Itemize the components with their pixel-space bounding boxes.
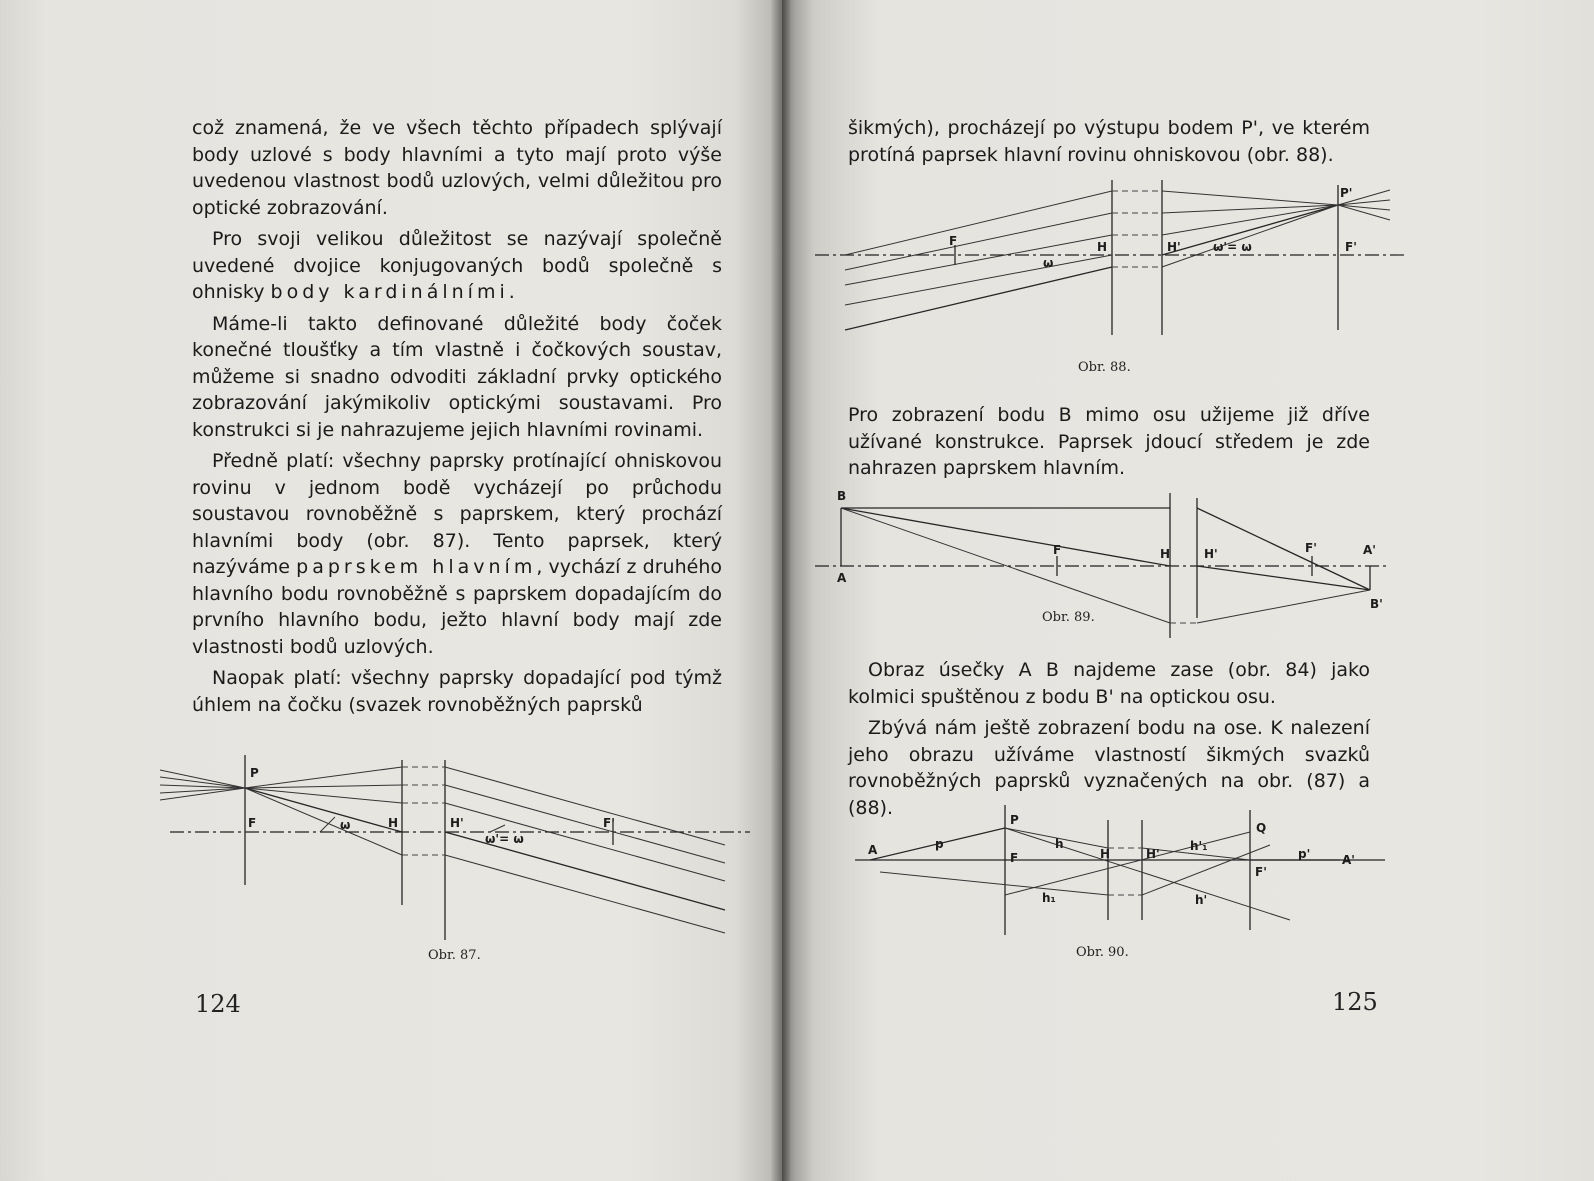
label-p: p bbox=[935, 837, 944, 851]
paragraph: Předně platí: všechny paprsky protínající ohniskovou rovinu v jednom bodě vycházejí po průchodu soustavou rovnoběžně s paprskem, který prochází hlavními body (obr. 87). Tento paprsek, který nazýváme paprskem hlavním, vychází z druhého hlavního bodu rovnoběžně s paprskem dopadajícím do prvního hlavního bodu, ježto hlavní body mají zde vlastnosti bodů uzlových. bbox=[192, 450, 722, 658]
label-H: H bbox=[1100, 847, 1111, 861]
left-page-text bbox=[192, 115, 722, 723]
label-H-prime: H' bbox=[1167, 240, 1181, 254]
figure-90-caption: Obr. 90. bbox=[1076, 945, 1129, 960]
label-F-prime: F' bbox=[1345, 240, 1357, 254]
label-h: h bbox=[1055, 837, 1064, 851]
paragraph: Obraz úsečky A B najdeme zase (obr. 84) jako kolmici spuštěnou z bodu B' na optickou osu. bbox=[848, 659, 1370, 708]
label-B: B bbox=[837, 489, 847, 503]
right-text-top bbox=[848, 115, 1370, 173]
label-H-prime: H' bbox=[1146, 847, 1160, 861]
figure-89-caption: Obr. 89. bbox=[1042, 610, 1095, 625]
label-H-prime: H' bbox=[450, 816, 464, 830]
paragraph: Naopak platí: všechny paprsky dopadající pod týmž úhlem na čočku (svazek rovnoběžných paprsků bbox=[192, 667, 722, 716]
label-P: P bbox=[250, 766, 259, 780]
figure-89-diagram bbox=[815, 488, 1390, 648]
figure-88-diagram bbox=[815, 175, 1405, 340]
label-A: A bbox=[868, 843, 878, 857]
paragraph: Pro svoji velikou důležitost se nazývají společně uvedené dvojice konjugovaných bodů společně s ohnisky body kardinálními. bbox=[192, 228, 722, 303]
label-F: F bbox=[1010, 851, 1019, 865]
label-F: F bbox=[1053, 543, 1062, 557]
paragraph: což znamená, že ve všech těchto případech splývají body uzlové s body hlavními a tyto mají proto výše uvedenou vlastnost bodů uzlových, velmi důležitou pro optické zobrazování. bbox=[192, 117, 722, 219]
spaced-term: body kardinálními bbox=[270, 281, 509, 303]
label-A-prime: A' bbox=[1342, 853, 1355, 867]
label-h1: h₁ bbox=[1042, 891, 1056, 905]
label-h-prime: h' bbox=[1195, 893, 1208, 907]
right-text-middle bbox=[848, 402, 1370, 487]
figure-88-caption: Obr. 88. bbox=[1078, 360, 1131, 375]
figure-90-diagram bbox=[850, 800, 1390, 940]
label-B-prime: B' bbox=[1370, 597, 1383, 611]
label-H: H bbox=[1160, 547, 1171, 561]
label-H-prime: H' bbox=[1204, 547, 1218, 561]
label-Q: Q bbox=[1256, 821, 1267, 835]
paragraph: Máme-li takto definované důležité body čoček konečné tloušťky a tím vlastně i čočkových soustav, můžeme si snadno odvoditi základní prvky optického zobrazování jakýmikoliv optickými soustavami. Pro konstrukci si je nahrazujeme jejich hlavními rovinami. bbox=[192, 312, 722, 441]
paragraph: Pro zobrazení bodu B mimo osu užijeme již dříve užívané konstrukce. Paprsek jdoucí středem je zde nahrazen paprskem hlavním. bbox=[848, 404, 1370, 479]
label-A-prime: A' bbox=[1363, 543, 1376, 557]
label-H: H bbox=[388, 816, 399, 830]
figure-87-diagram bbox=[160, 755, 760, 955]
label-F-prime: F' bbox=[1305, 541, 1317, 555]
label-omega-equal: ω'= ω bbox=[485, 832, 524, 846]
figure-87-caption: Obr. 87. bbox=[428, 948, 481, 963]
label-F: F bbox=[949, 234, 958, 248]
page-number-left: 124 bbox=[195, 990, 241, 1018]
label-p-prime: p' bbox=[1298, 847, 1311, 861]
label-F: F bbox=[248, 816, 257, 830]
label-omega: ω bbox=[1043, 256, 1054, 270]
label-A: A bbox=[837, 571, 847, 585]
label-F-prime: F' bbox=[1255, 865, 1267, 879]
label-h1-prime: h'₁ bbox=[1190, 839, 1208, 853]
label-F-prime: F' bbox=[603, 816, 615, 830]
page-number-right: 125 bbox=[1332, 988, 1378, 1016]
paragraph: Zbývá nám ještě zobrazení bodu na ose. K nalezení jeho obrazu užíváme vlastností šikmých svazků rovnoběžných paprsků vyznačených na obr. (87) a (88). bbox=[848, 717, 1370, 819]
label-P-prime: P' bbox=[1340, 186, 1353, 200]
label-P: P bbox=[1010, 813, 1019, 827]
book-gutter bbox=[770, 0, 790, 1181]
spaced-term: paprskem hlavním bbox=[296, 556, 537, 578]
label-omega-equal: ω'= ω bbox=[1213, 240, 1252, 254]
paragraph: šikmých), procházejí po výstupu bodem P', ve kterém protíná paprsek hlavní rovinu ohniskovou (obr. 88). bbox=[848, 117, 1370, 166]
label-H: H bbox=[1097, 240, 1108, 254]
label-omega: ω bbox=[340, 818, 351, 832]
